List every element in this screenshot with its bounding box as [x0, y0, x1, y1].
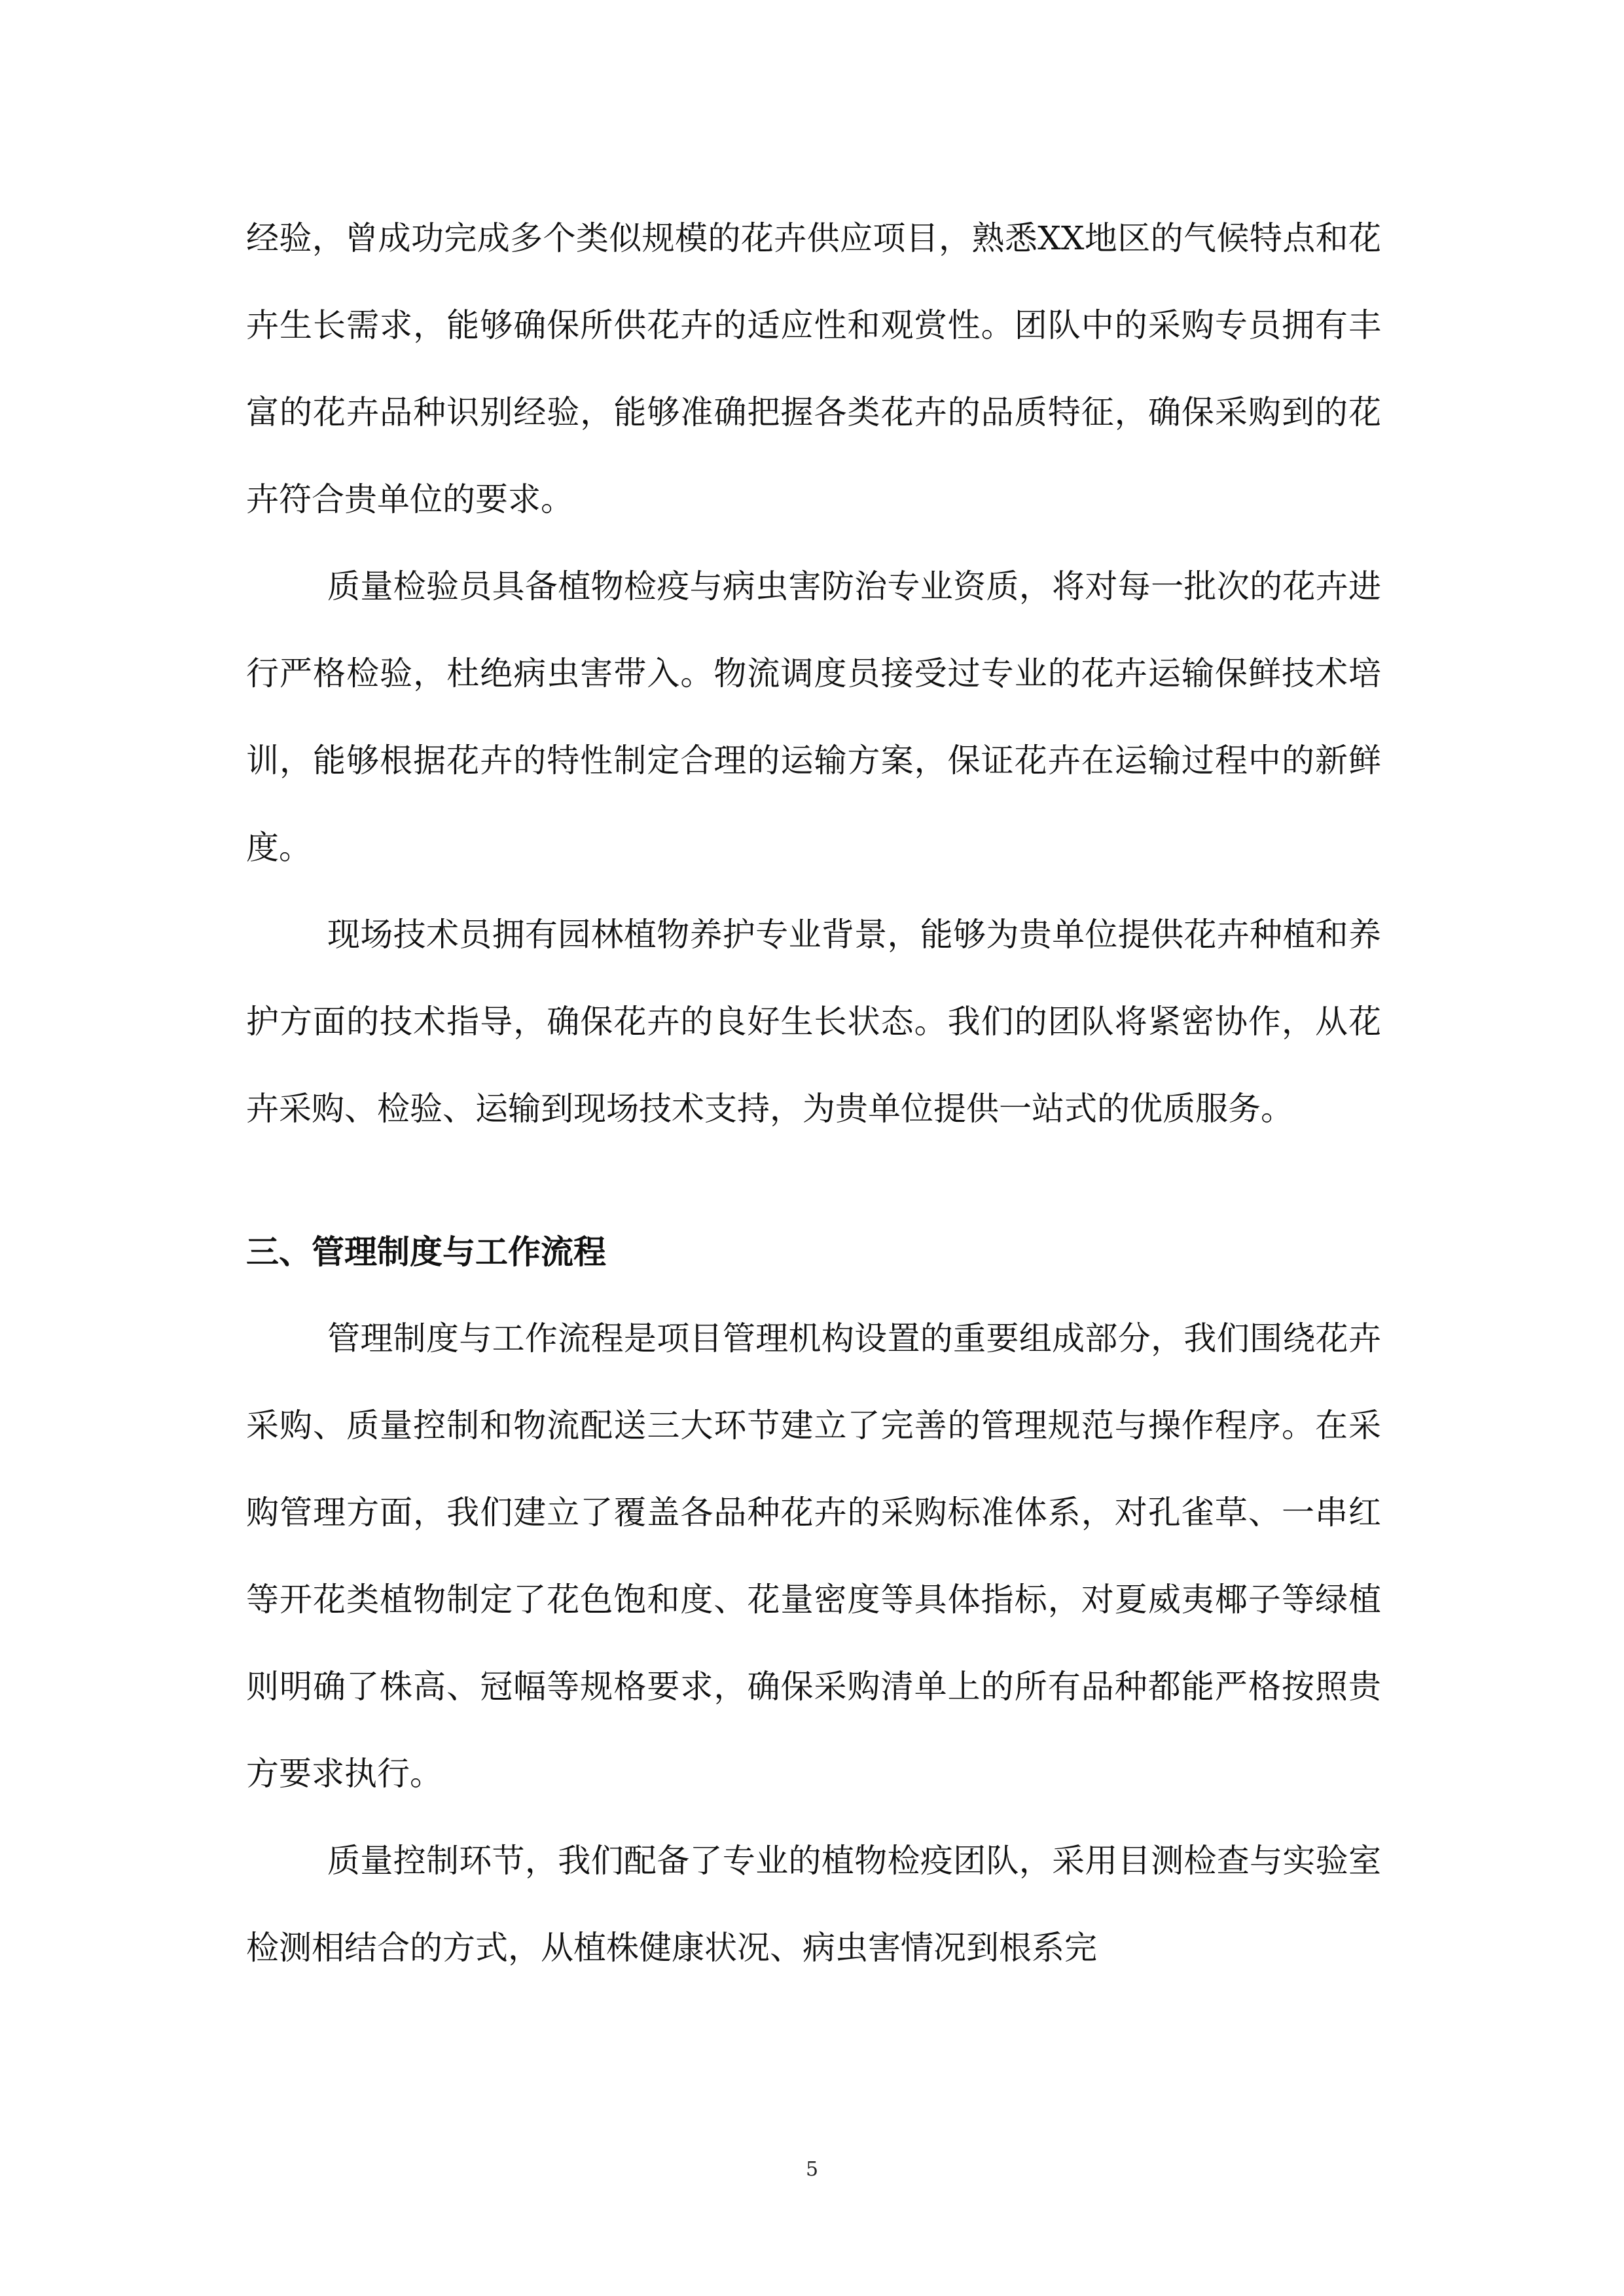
paragraph-team-experience: 经验，曾成功完成多个类似规模的花卉供应项目，熟悉XX地区的气候特点和花卉生长需求，能够确保所供花卉的适应性和观赏性。团队中的采购专员拥有丰富的花卉品种识别经验，能够准确把握各类花卉的品质特征，确保采购到的花卉符合贵单位的要求。	[246, 219, 1381, 518]
paragraph-quality-control: 质量控制环节，我们配备了专业的植物检疫团队，采用目测检查与实验室检测相结合的方式，从植株健康状况、病虫害情况到根系完	[246, 1842, 1381, 1967]
paragraph-management-system: 管理制度与工作流程是项目管理机构设置的重要组成部分，我们围绕花卉采购、质量控制和物流配送三大环节建立了完善的管理规范与操作程序。在采购管理方面，我们建立了覆盖各品种花卉的采购标准体系，对孔雀草、一串红等开花类植物制定了花色饱和度、花量密度等具体指标，对夏威夷椰子等绿植则明确了株高、冠幅等规格要求，确保采购清单上的所有品种都能严格按照贵方要求执行。	[246, 1319, 1381, 1793]
page-body	[246, 195, 1381, 1992]
paragraph-field-technician: 现场技术员拥有园林植物养护专业背景，能够为贵单位提供花卉种植和养护方面的技术指导，确保花卉的良好生长状态。我们的团队将紧密协作，从花卉采购、检验、运输到现场技术支持，为贵单位提供一站式的优质服务。	[246, 916, 1381, 1128]
page-number: 5	[805, 2158, 819, 2181]
section-heading: 三、管理制度与工作流程	[246, 1232, 606, 1271]
paragraph-quality-inspector: 质量检验员具备植物检疫与病虫害防治专业资质，将对每一批次的花卉进行严格检验，杜绝病虫害带入。物流调度员接受过专业的花卉运输保鲜技术培训，能够根据花卉的特性制定合理的运输方案，保证花卉在运输过程中的新鲜度。	[246, 567, 1381, 867]
